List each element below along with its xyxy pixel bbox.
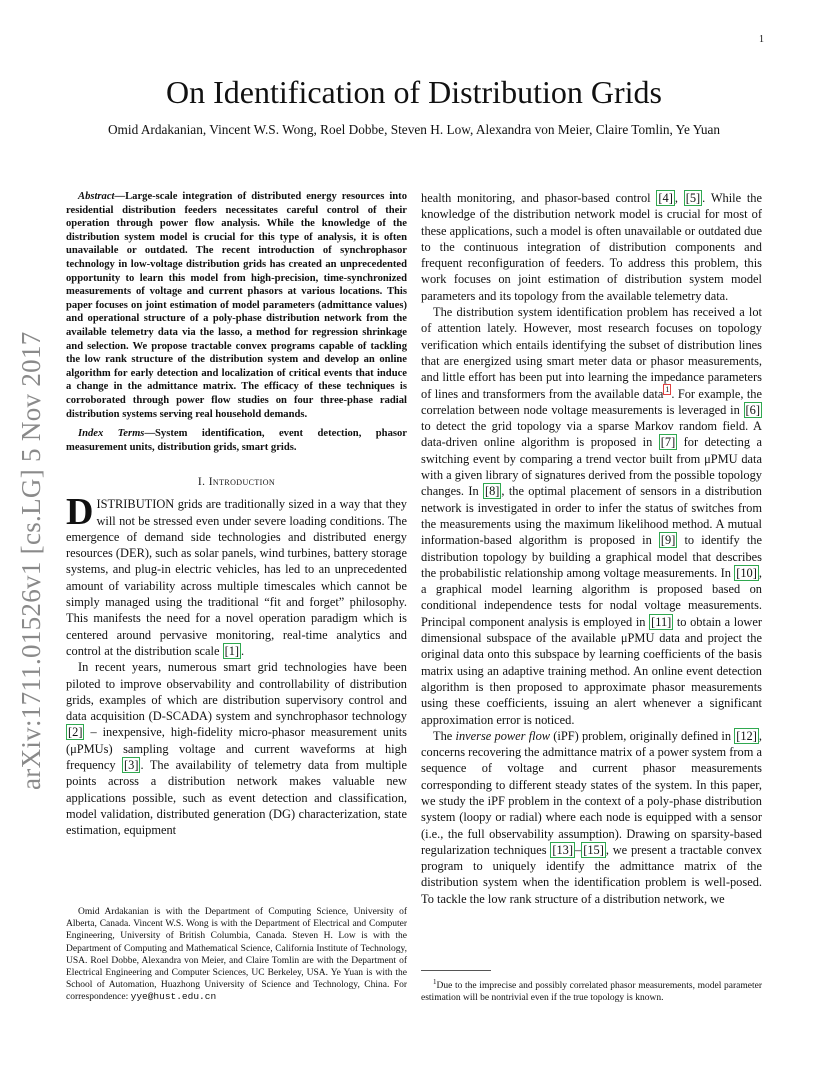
- citation-link[interactable]: [13]: [552, 842, 573, 857]
- body-text: to identify the distribution topology by building a graphical model that describes the probabilistic relationship among voltage measurements. In: [421, 533, 762, 580]
- footnote-marker[interactable]: 1: [665, 385, 670, 395]
- body-text: ,: [674, 191, 684, 205]
- citation-link[interactable]: [2]: [68, 725, 83, 740]
- drop-cap: D: [66, 491, 94, 534]
- body-text: , concerns recovering the admittance matrix of a power system from a sequence of voltage and current phasor measurements corresponding to different steady states of the system. In this paper, we study the iPF problem in the context of a poly-phase distribution system (loopy or radial) where each node is equipped with a sensor (i.e., the full observability assumption). Drawing on sparsity-based regularization techniques: [421, 728, 762, 857]
- body-text: , a graphical model learning algorithm is proposed based on conditional independence tests for nodal voltage measurements. Principal component analysis is employed in: [421, 565, 762, 629]
- citation-link[interactable]: [1]: [224, 643, 240, 658]
- footnote-divider: [421, 970, 491, 971]
- citation-link[interactable]: [8]: [484, 484, 500, 499]
- body-text: for detecting a switching event by comparing a trend vector built from μPMU data with a given library of signatures derived from the possible topology changes. In: [421, 435, 762, 499]
- right-paragraph-3: [421, 728, 762, 907]
- page-number: 1: [759, 34, 764, 45]
- intro-paragraph-1: [66, 491, 407, 659]
- index-terms: [66, 427, 407, 454]
- citation-link[interactable]: [3]: [124, 758, 139, 773]
- affiliation-text: Omid Ardakanian is with the Department of Computing Science, University of Alberta, Canada. Vincent W.S. Wong is with the Department of Electrical and Computer Engineering, University of British Columbia, Canada. Steven H. Low is with the Department of Computing and Mathematical Science, California Institute of Technology, USA. Roel Dobbe, Alexandra von Meier, and Claire Tomlin are with the Department of Electrical Engineering and Computer Sciences, UC Berkeley, USA. Ye Yuan is with the School of Automation, Huazhong University of Science and Technology, China. For correspondence:: [66, 907, 407, 1003]
- footnote-mark: 1: [433, 978, 437, 986]
- email-link[interactable]: yye@hust.edu.cn: [130, 991, 217, 1003]
- affiliation-footnote: [66, 906, 407, 1004]
- index-terms-text: —System identification, event detection, phasor measurement units, distribution grids, smart grids.: [66, 428, 407, 453]
- body-text: health monitoring, and phasor-based control: [421, 191, 657, 205]
- right-paragraph-2: [421, 304, 762, 728]
- citation-link[interactable]: [6]: [745, 402, 760, 417]
- body-text: The distribution system identification problem has received a lot of attention lately. However, most research focuses on topology verification which entails identifying the subset of distribution lines that are energized using smart meter data or phasor measurements, and little effort has been put into learning the impedance parameters of lines and transformers from the available data: [421, 305, 762, 401]
- intro-p2-text: – inexpensive, high-fidelity micro-phasor measurement units (μPMUs) sampling voltage and current waveforms at high frequency: [66, 725, 407, 773]
- body-text: to obtain a lower dimensional subspace of the available μPMU data and project the original data onto this subspace by learning coefficients of the basis matrix using an adaptive training method. An online event detection algorithm is then proposed to approximate phasor measurements using these coefficients, issuing an alert whenever a significant approximation error is noticed.: [421, 614, 762, 727]
- section-heading: [66, 476, 407, 488]
- body-text: (iPF) problem, originally defined in: [550, 728, 735, 743]
- right-column: [421, 190, 762, 907]
- intro-p1-end: .: [241, 643, 245, 658]
- citation-link[interactable]: [11]: [651, 614, 672, 629]
- footnote: [421, 976, 762, 1005]
- emphasis-text: inverse power flow: [455, 728, 551, 743]
- body-text: The: [433, 728, 456, 743]
- footnote-text: Due to the imprecise and possibly correlated phasor measurements, model parameter estimation will be nontrivial even if the true topology is known.: [421, 981, 762, 1004]
- arxiv-identifier[interactable]: arXiv:1711.01526v1 [cs.LG] 5 Nov 2017: [16, 331, 46, 790]
- body-text: –: [575, 842, 582, 857]
- intro-p2-text: In recent years, numerous smart grid technologies have been piloted to improve observability and controllability of distribution grids, examples of which are distribution supervisory control and data acquisition (D-SCADA) system and synchrophasor technology: [66, 660, 407, 724]
- body-text: , we present a tractable convex program to uniquely identify the admittance matrix of the distribution system when the identification problem is well-posed. To tackle the low rank structure of a distribution network, we: [421, 842, 762, 906]
- body-text: to detect the grid topology via a sparse Markov random field. A data-driven online algorithm is proposed in: [421, 419, 762, 450]
- body-text: , the optimal placement of sensors in a distribution network is investigated in order to infer the status of switches from the measurements using the maximum likelihood method. A mutual information-based algorithm is proposed in: [421, 484, 762, 548]
- body-text: . While the knowledge of the distribution network model is crucial for most of these applications, such a model is often unavailable or outdated due to the continuous integration of distribution components and frequent reconfiguration of feeders. To address this problem, this work focuses on joint estimation of distribution system model parameters and its topology from the available telemetry data.: [421, 191, 762, 303]
- citation-link[interactable]: [7]: [660, 435, 676, 450]
- body-text: . For example, the correlation between node voltage measurements is leveraged in: [421, 386, 762, 417]
- intro-p1-text: ISTRIBUTION grids are traditionally sized in a way that they will not be stressed even under severe loading conditions. The emergence of demand side technologies and distributed energy resources (DER), such as solar panels, wind turbines, battery storage systems, and plug-in electric vehicles, has led to an unprecedented amount of variability across multiple timescales which cannot be simply managed using the traditional “fit and forget” philosophy. This manifests the need for a novel operation paradigm which is centered around pervasive monitoring, real-time analytics and control at the distribution scale: [66, 497, 407, 658]
- intro-p2-text: . The availability of telemetry data from multiple points across a distribution network makes valuable new applications possible, such as event detection and classification, model validation, distributed generation (DG) characterization, state estimation, equipment: [66, 758, 407, 838]
- section-number: I.: [197, 476, 206, 489]
- citation-link[interactable]: [10]: [736, 565, 757, 580]
- citation-link[interactable]: [9]: [660, 533, 676, 548]
- citation-link[interactable]: [4]: [658, 191, 673, 205]
- section-title: Introduction: [208, 476, 276, 489]
- citation-link[interactable]: [15]: [583, 842, 604, 857]
- abstract-text: —Large-scale integration of distributed energy resources into residential distribution feeders necessitates careful control of their operation through power flow analysis. While the knowledge of the distribution system model is crucial for this type of analysis, it is often unavailable or outdated. The recent introduction of synchrophasor technology in low-voltage distribution grids has created an unprecedented opportunity to learn this model from high-precision, time-synchronized measurements of voltage and current phasors at various locations. This paper focuses on joint estimation of model parameters (admittance values) and operational structure of a poly-phase distribution network from the available telemetry data via the lasso, a method for regression shrinkage and selection. We propose tractable convex programs capable of tackling the low rank structure of the distribution system and develop an online algorithm for early detection and localization of critical events that induce a change in the admittance matrix. The efficacy of these techniques is corroborated through power flow studies on four three-phase radial distribution systems serving real household demands.: [66, 191, 407, 420]
- intro-paragraph-2: [66, 659, 407, 838]
- index-terms-lead: Index Terms: [78, 428, 145, 440]
- citation-link[interactable]: [5]: [685, 191, 701, 205]
- right-paragraph-1: [421, 190, 762, 304]
- citation-link[interactable]: [12]: [736, 728, 757, 743]
- abstract: [66, 190, 407, 421]
- left-column: [66, 190, 407, 839]
- paper-authors: Omid Ardakanian, Vincent W.S. Wong, Roel Dobbe, Steven H. Low, Alexandra von Meier, Claire Tomlin, Ye Yuan: [107, 122, 721, 137]
- paper-title: On Identification of Distribution Grids: [166, 74, 662, 110]
- abstract-lead: Abstract: [78, 191, 115, 202]
